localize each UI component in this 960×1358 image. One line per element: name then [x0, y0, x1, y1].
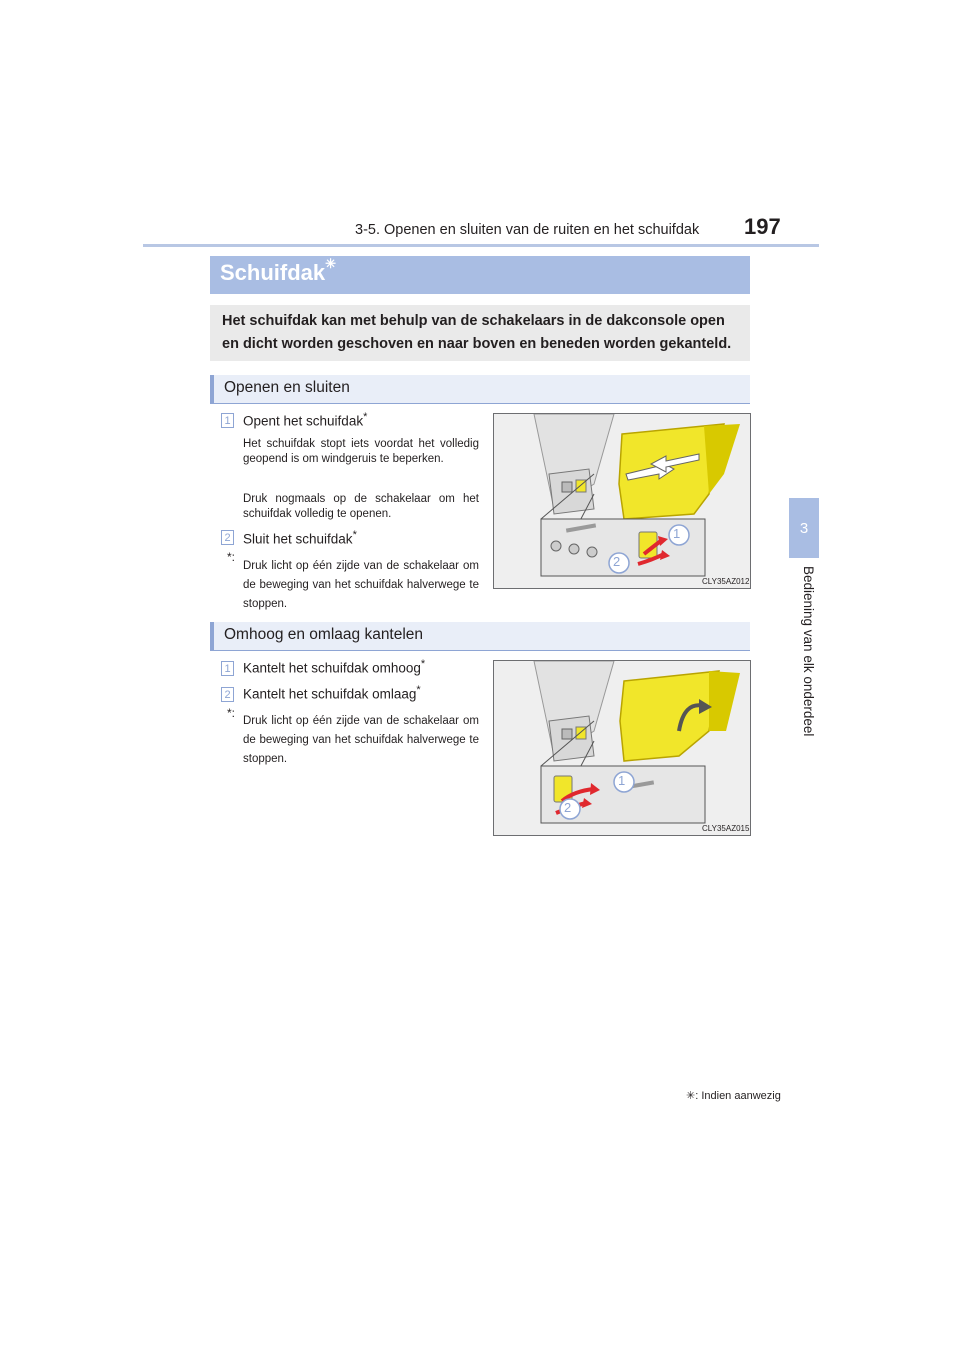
page-number: 197: [744, 214, 781, 239]
figure-callout-2: 2: [564, 800, 572, 815]
item-number-box: 2: [221, 530, 234, 545]
header-rule: [143, 244, 819, 247]
item-number-box: 1: [221, 413, 234, 428]
figure-callout-2: 2: [613, 554, 621, 569]
footer-text: : Indien aanwezig: [695, 1090, 781, 1102]
intro-text: Het schuifdak kan met behulp van de schakelaars in de dakconsole open en dicht worden geschoven en naar boven en beneden worden gekanteld.: [222, 313, 732, 352]
note-wind-noise: Het schuifdak stopt iets voordat het volledig geopend is om windgeruis te beperken.: [243, 438, 479, 465]
sunroof-switch-illustration: [494, 414, 750, 588]
item-close-sunroof: [243, 529, 357, 547]
footnote-marker: *: [416, 684, 421, 696]
asterisk-icon: ✳: [325, 256, 337, 271]
figure-tilt: [493, 660, 751, 836]
chapter-title: Bediening van elk onderdeel: [801, 566, 816, 737]
item-label: Kantelt het schuifdak omlaag: [243, 686, 417, 702]
figure-callout-1: 1: [673, 526, 681, 541]
item-number-box: 2: [221, 687, 234, 702]
footnote-mark: *:: [227, 706, 236, 720]
item-open-sunroof: [243, 411, 367, 429]
section-heading-open-close: Openen en sluiten: [224, 379, 350, 396]
figure-code: CLY35AZ015: [702, 824, 750, 833]
item-tilt-down: [243, 684, 421, 702]
section-heading-accent: [210, 375, 214, 403]
page-title-text: Schuifdak: [220, 260, 326, 285]
item-tilt-up: [243, 658, 425, 676]
footnote-marker: *: [352, 529, 357, 541]
figure-code: CLY35AZ012: [702, 577, 750, 586]
item-number-box: 1: [221, 661, 234, 676]
sunroof-tilt-illustration: [494, 661, 750, 835]
footnote-text: Druk licht op één zijde van de schakelaar om de beweging van het schuifdak halverwege te stoppen.: [243, 560, 479, 610]
figure-callout-1: 1: [618, 773, 626, 788]
section-heading-tilt: Omhoog en omlaag kantelen: [224, 626, 424, 643]
item-label: Opent het schuifdak: [243, 413, 364, 429]
footnote-text: Druk licht op één zijde van de schakelaar om de beweging van het schuifdak halverwege te stoppen.: [243, 715, 479, 765]
item-label: Sluit het schuifdak: [243, 531, 353, 547]
chapter-tab: 3: [789, 498, 819, 558]
asterisk-icon: ✳: [686, 1090, 696, 1102]
running-header: 3-5. Openen en sluiten van de ruiten en het schuifdak: [355, 222, 700, 238]
page-title: [220, 256, 337, 286]
item-label: Kantelt het schuifdak omhoog: [243, 660, 421, 676]
figure-open-close: [493, 413, 751, 589]
footnote-marker: *: [420, 658, 426, 670]
section-heading-accent: [210, 622, 214, 650]
note-press-again: Druk nogmaals op de schakelaar om het schuifdak volledig te openen.: [243, 493, 479, 520]
footer-note: [686, 1089, 781, 1102]
footnote-marker: *: [363, 411, 368, 423]
footnote-mark: *:: [227, 550, 236, 564]
